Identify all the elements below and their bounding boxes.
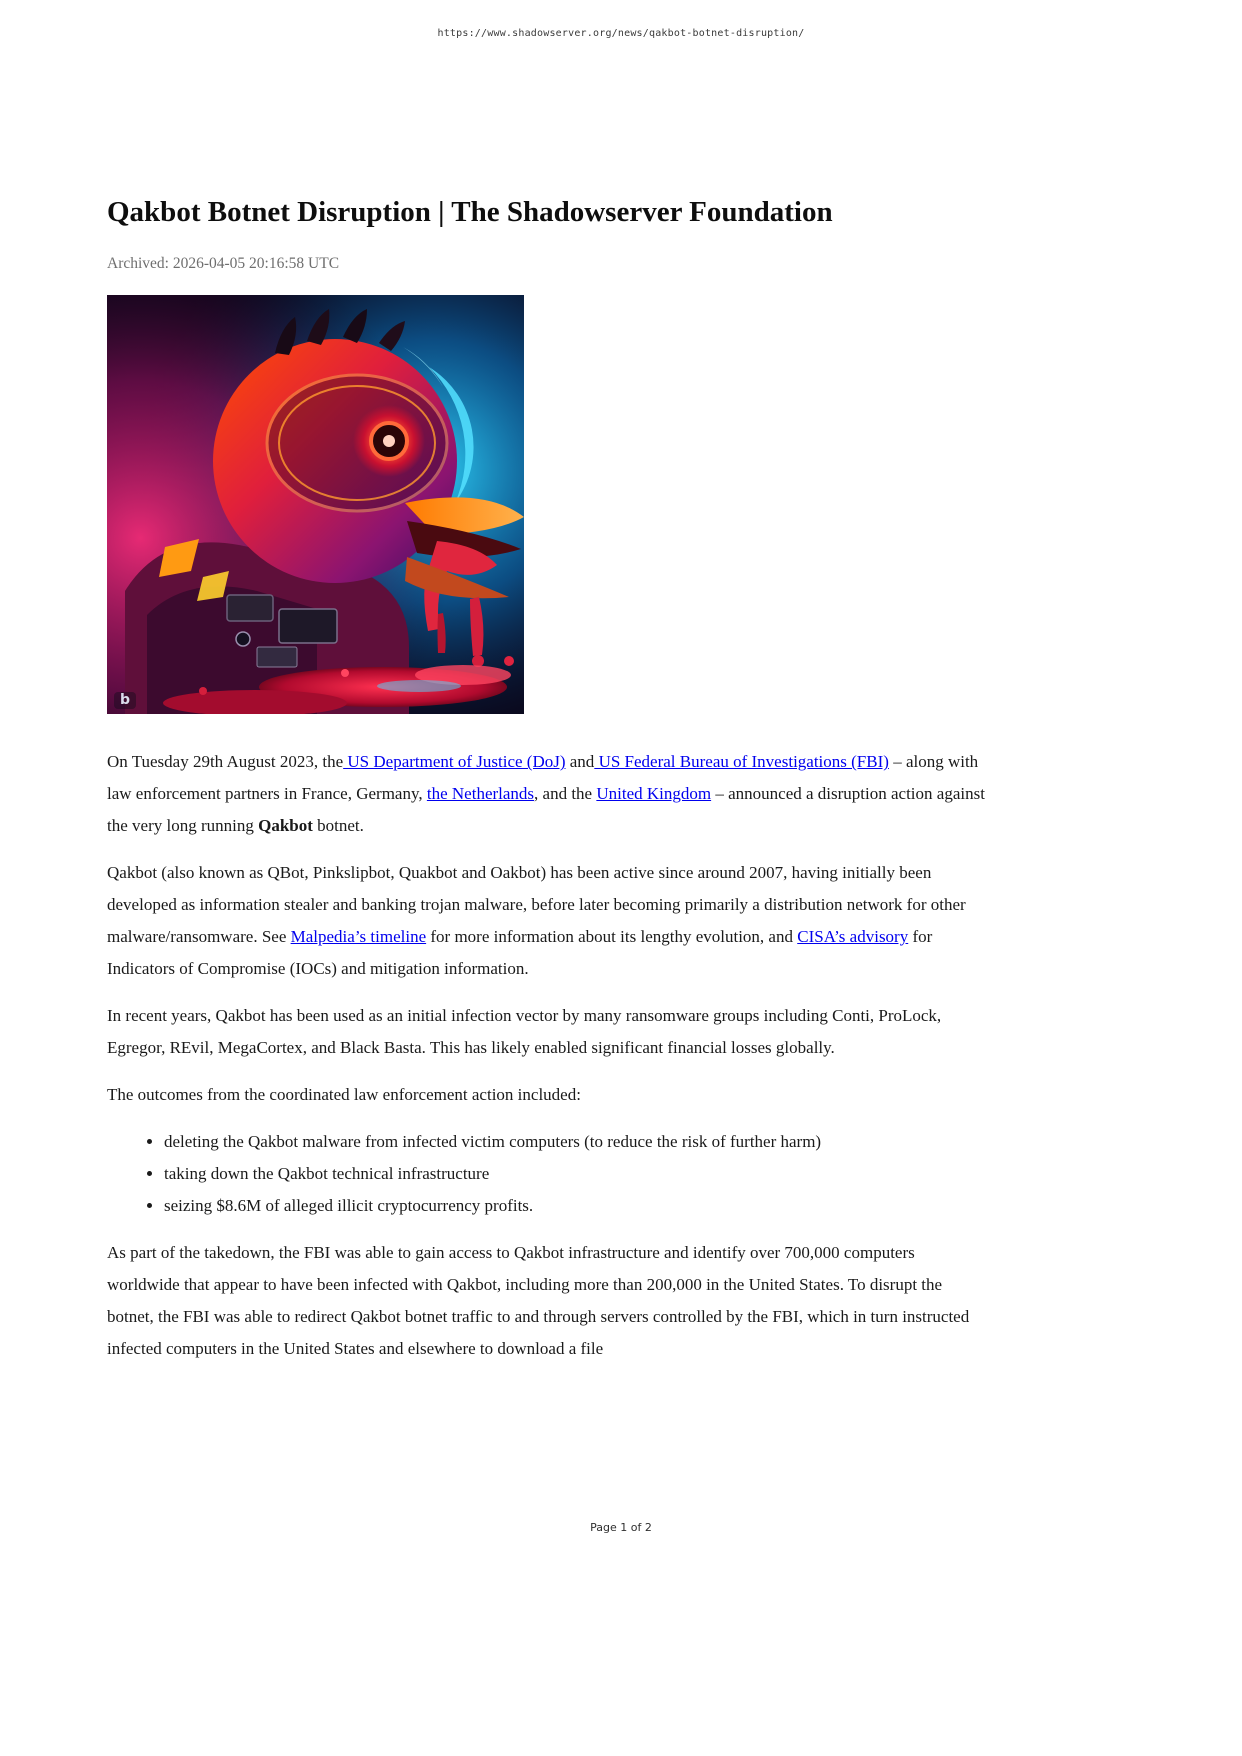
paragraph-takedown (107, 1237, 987, 1365)
inline-link[interactable]: CISA’s advisory (797, 927, 909, 947)
page-number-footer: Page 1 of 2 (590, 1521, 652, 1534)
text-run: and (565, 752, 595, 772)
archive-timestamp: Archived: 2026-04-05 20:16:58 UTC (107, 255, 340, 273)
text-run: – along with law enforcement partners in France, Germany, (107, 752, 979, 804)
inline-link[interactable]: Malpedia’s timeline (290, 927, 427, 947)
outcomes-bullet-list (107, 1126, 987, 1222)
text-run: As part of the takedown, the FBI was able to gain access to Qakbot infrastructure and identify over 700,000 computers worldwide that appear to have been infected with Qakbot, including more than 200,000 in the United States. To disrupt the botnet, the FBI was able to redirect Qakbot botnet traffic to and through servers controlled by the FBI, which in turn instructed infected computers in the United States and elsewhere to download a file (107, 1243, 970, 1359)
page-title: Qakbot Botnet Disruption | The Shadowserver Foundation (107, 196, 833, 228)
duck-artwork-graphic (107, 295, 524, 714)
text-run: , and the (534, 784, 597, 804)
paragraph-history (107, 857, 987, 985)
text-run: In recent years, Qakbot has been used as an initial infection vector by many ransomware groups including Conti, ProLock, Egregor, REvil, MegaCortex, and Black Basta. This has likely enabled significant financial losses globally. (107, 1006, 942, 1058)
text-run: for Indicators of Compromise (IOCs) and mitigation information. (107, 927, 933, 979)
article-content (107, 0, 987, 1380)
list-item: • seizing $8.6M of alleged illicit cryptocurrency profits. (164, 1190, 987, 1222)
text-run: Qakbot (also known as QBot, Pinkslipbot, Quakbot and Oakbot) has been active since around 2007, having initially been developed as information stealer and banking trojan malware, before later becoming primarily a distribution network for other malware/ransomware. See (107, 863, 966, 947)
text-run: for more information about its lengthy evolution, and (426, 927, 798, 947)
text-run: On Tuesday 29th August 2023, the (107, 752, 344, 772)
text-run: The outcomes from the coordinated law enforcement action included: (107, 1085, 581, 1105)
bold-text: Qakbot (258, 816, 313, 836)
text-run: botnet. (312, 816, 364, 836)
list-item: • taking down the Qakbot technical infrastructure (164, 1158, 987, 1190)
inline-link[interactable]: the Netherlands (426, 784, 535, 804)
text-run: – announced a disruption action against the very long running (107, 784, 985, 836)
hero-image (107, 295, 524, 714)
inline-link[interactable]: US Federal Bureau of Investigations (FBI) (594, 752, 889, 772)
paragraph-intro (107, 746, 987, 842)
paragraph-outcomes-intro (107, 1079, 987, 1111)
print-header-url: https://www.shadowserver.org/news/qakbot-botnet-disruption/ (437, 28, 805, 39)
image-watermark: b (114, 692, 136, 709)
list-item: • deleting the Qakbot malware from infected victim computers (to reduce the risk of further harm) (164, 1126, 987, 1158)
inline-link[interactable]: US Department of Justice (DoJ) (343, 752, 566, 772)
inline-link[interactable]: United Kingdom (596, 784, 712, 804)
paragraph-ransomware (107, 1000, 987, 1064)
